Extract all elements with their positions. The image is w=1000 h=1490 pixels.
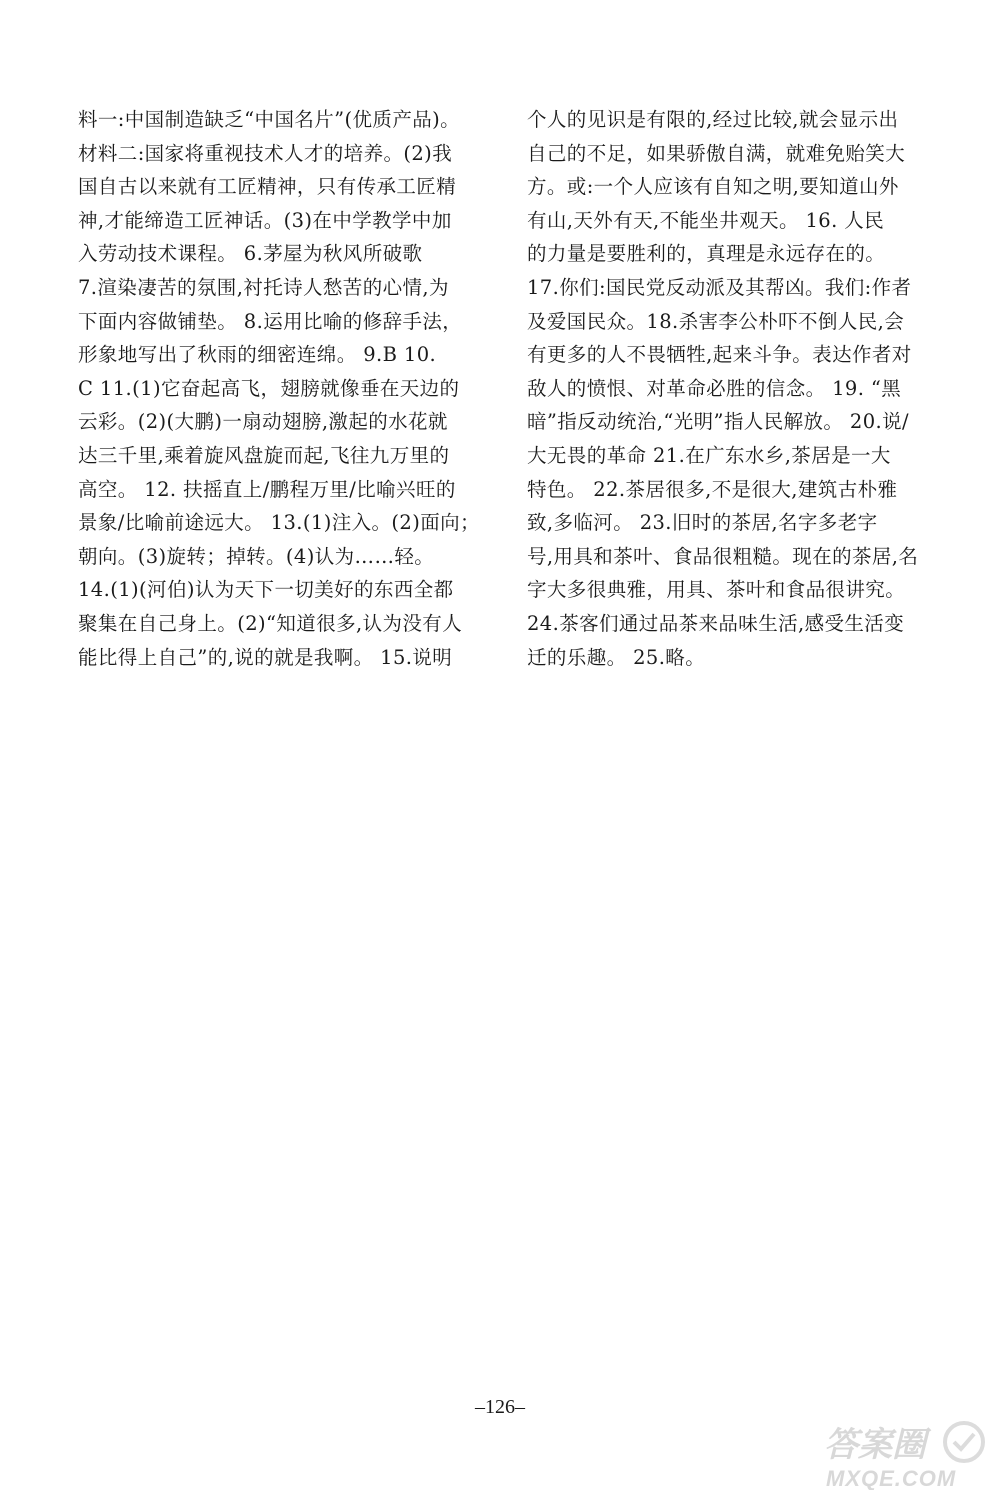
text-line: 致,多临河。 23.旧时的茶居,名字多老字 (527, 511, 878, 535)
text-line: 料一:中国制造缺乏“中国名片”(优质产品)。 (78, 108, 461, 131)
text-line: 聚集在自己身上。(2)“知道很多,认为没有人 (78, 611, 463, 635)
text-line: 及爱国民众。18.杀害李公朴吓不倒人民,会 (527, 309, 905, 333)
text-line: 有山,天外有天,不能坐井观天。 16. 人民 (527, 208, 885, 232)
text-line: 国自古以来就有工匠精神，只有传承工匠精 (78, 175, 457, 199)
text-line: 14.(1)(河伯)认为天下一切美好的东西全都 (78, 578, 454, 602)
text-line: 能比得上自己”的,说的就是我啊。 15.说明 (78, 645, 453, 669)
text-line: 24.茶客们通过品茶来品味生活,感受生活变 (527, 611, 905, 635)
text-line: 方。或:一个人应该有自知之明,要知道山外 (527, 175, 899, 199)
text-line: 号,用具和茶叶、食品很粗糙。现在的茶居,名 (527, 544, 919, 568)
text-line: 特色。 22.茶居很多,不是很大,建筑古朴雅 (527, 477, 898, 501)
text-line: 大无畏的革命 21.在广东水乡,茶居是一大 (527, 443, 891, 467)
text-line: 神,才能缔造工匠神话。(3)在中学教学中加 (78, 208, 452, 232)
watermark-logo (820, 1418, 990, 1490)
text-line: 云彩。(2)(大鹏)一扇动翅膀,激起的水花就 (78, 410, 448, 434)
text-line: 景象/比喻前途远大。 13.(1)注入。(2)面向； (78, 511, 480, 535)
text-line: 形象地写出了秋雨的细密连绵。 9.B 10. (78, 343, 437, 367)
text-line: 暗”指反动统治,“光明”指人民解放。 20.说/ (527, 410, 909, 434)
text-line: 自己的不足，如果骄傲自满，就难免贻笑大 (527, 141, 906, 165)
text-line: C 11.(1)它奋起高飞，翅膀就像垂在天边的 (78, 376, 460, 400)
text-line: 个人的见识是有限的,经过比较,就会显示出 (527, 108, 899, 131)
text-line: 材料二:国家将重视技术人才的培养。(2)我 (78, 141, 453, 165)
text-line: 入劳动技术课程。 6.茅屋为秋风所破歌 (78, 242, 423, 266)
text-line: 高空。 12. 扶摇直上/鹏程万里/比喻兴旺的 (78, 477, 456, 501)
text-line: 有更多的人不畏牺牲,起来斗争。表达作者对 (527, 343, 912, 367)
text-line: 7.渲染凄苦的氛围,衬托诗人愁苦的心情,为 (78, 275, 449, 299)
text-line: 达三千里,乘着旋风盘旋而起,飞往九万里的 (78, 443, 450, 467)
text-line: 字大多很典雅，用具、茶叶和食品很讲究。 (527, 578, 906, 602)
text-line: 迁的乐趣。 25.略。 (527, 645, 706, 669)
text-line: 敌人的愤恨、对革命必胜的信念。 19. “黑 (527, 376, 902, 400)
watermark-logo-text: 答案圈 (824, 1426, 926, 1464)
text-line: 的力量是要胜利的，真理是永远存在的。 (527, 242, 886, 266)
right-column (527, 103, 927, 674)
watermark-url-text: MXQE.COM (826, 1466, 957, 1490)
text-line: 17.你们:国民党反动派及其帮凶。我们:作者 (527, 275, 912, 299)
watermark-badge-icon (945, 1423, 983, 1461)
text-line: 下面内容做铺垫。 8.运用比喻的修辞手法， (78, 309, 463, 333)
text-line: 朝向。(3)旋转；掉转。(4)认为……轻。 (78, 544, 435, 568)
page-number: –126– (475, 1396, 525, 1418)
left-column (78, 103, 478, 674)
